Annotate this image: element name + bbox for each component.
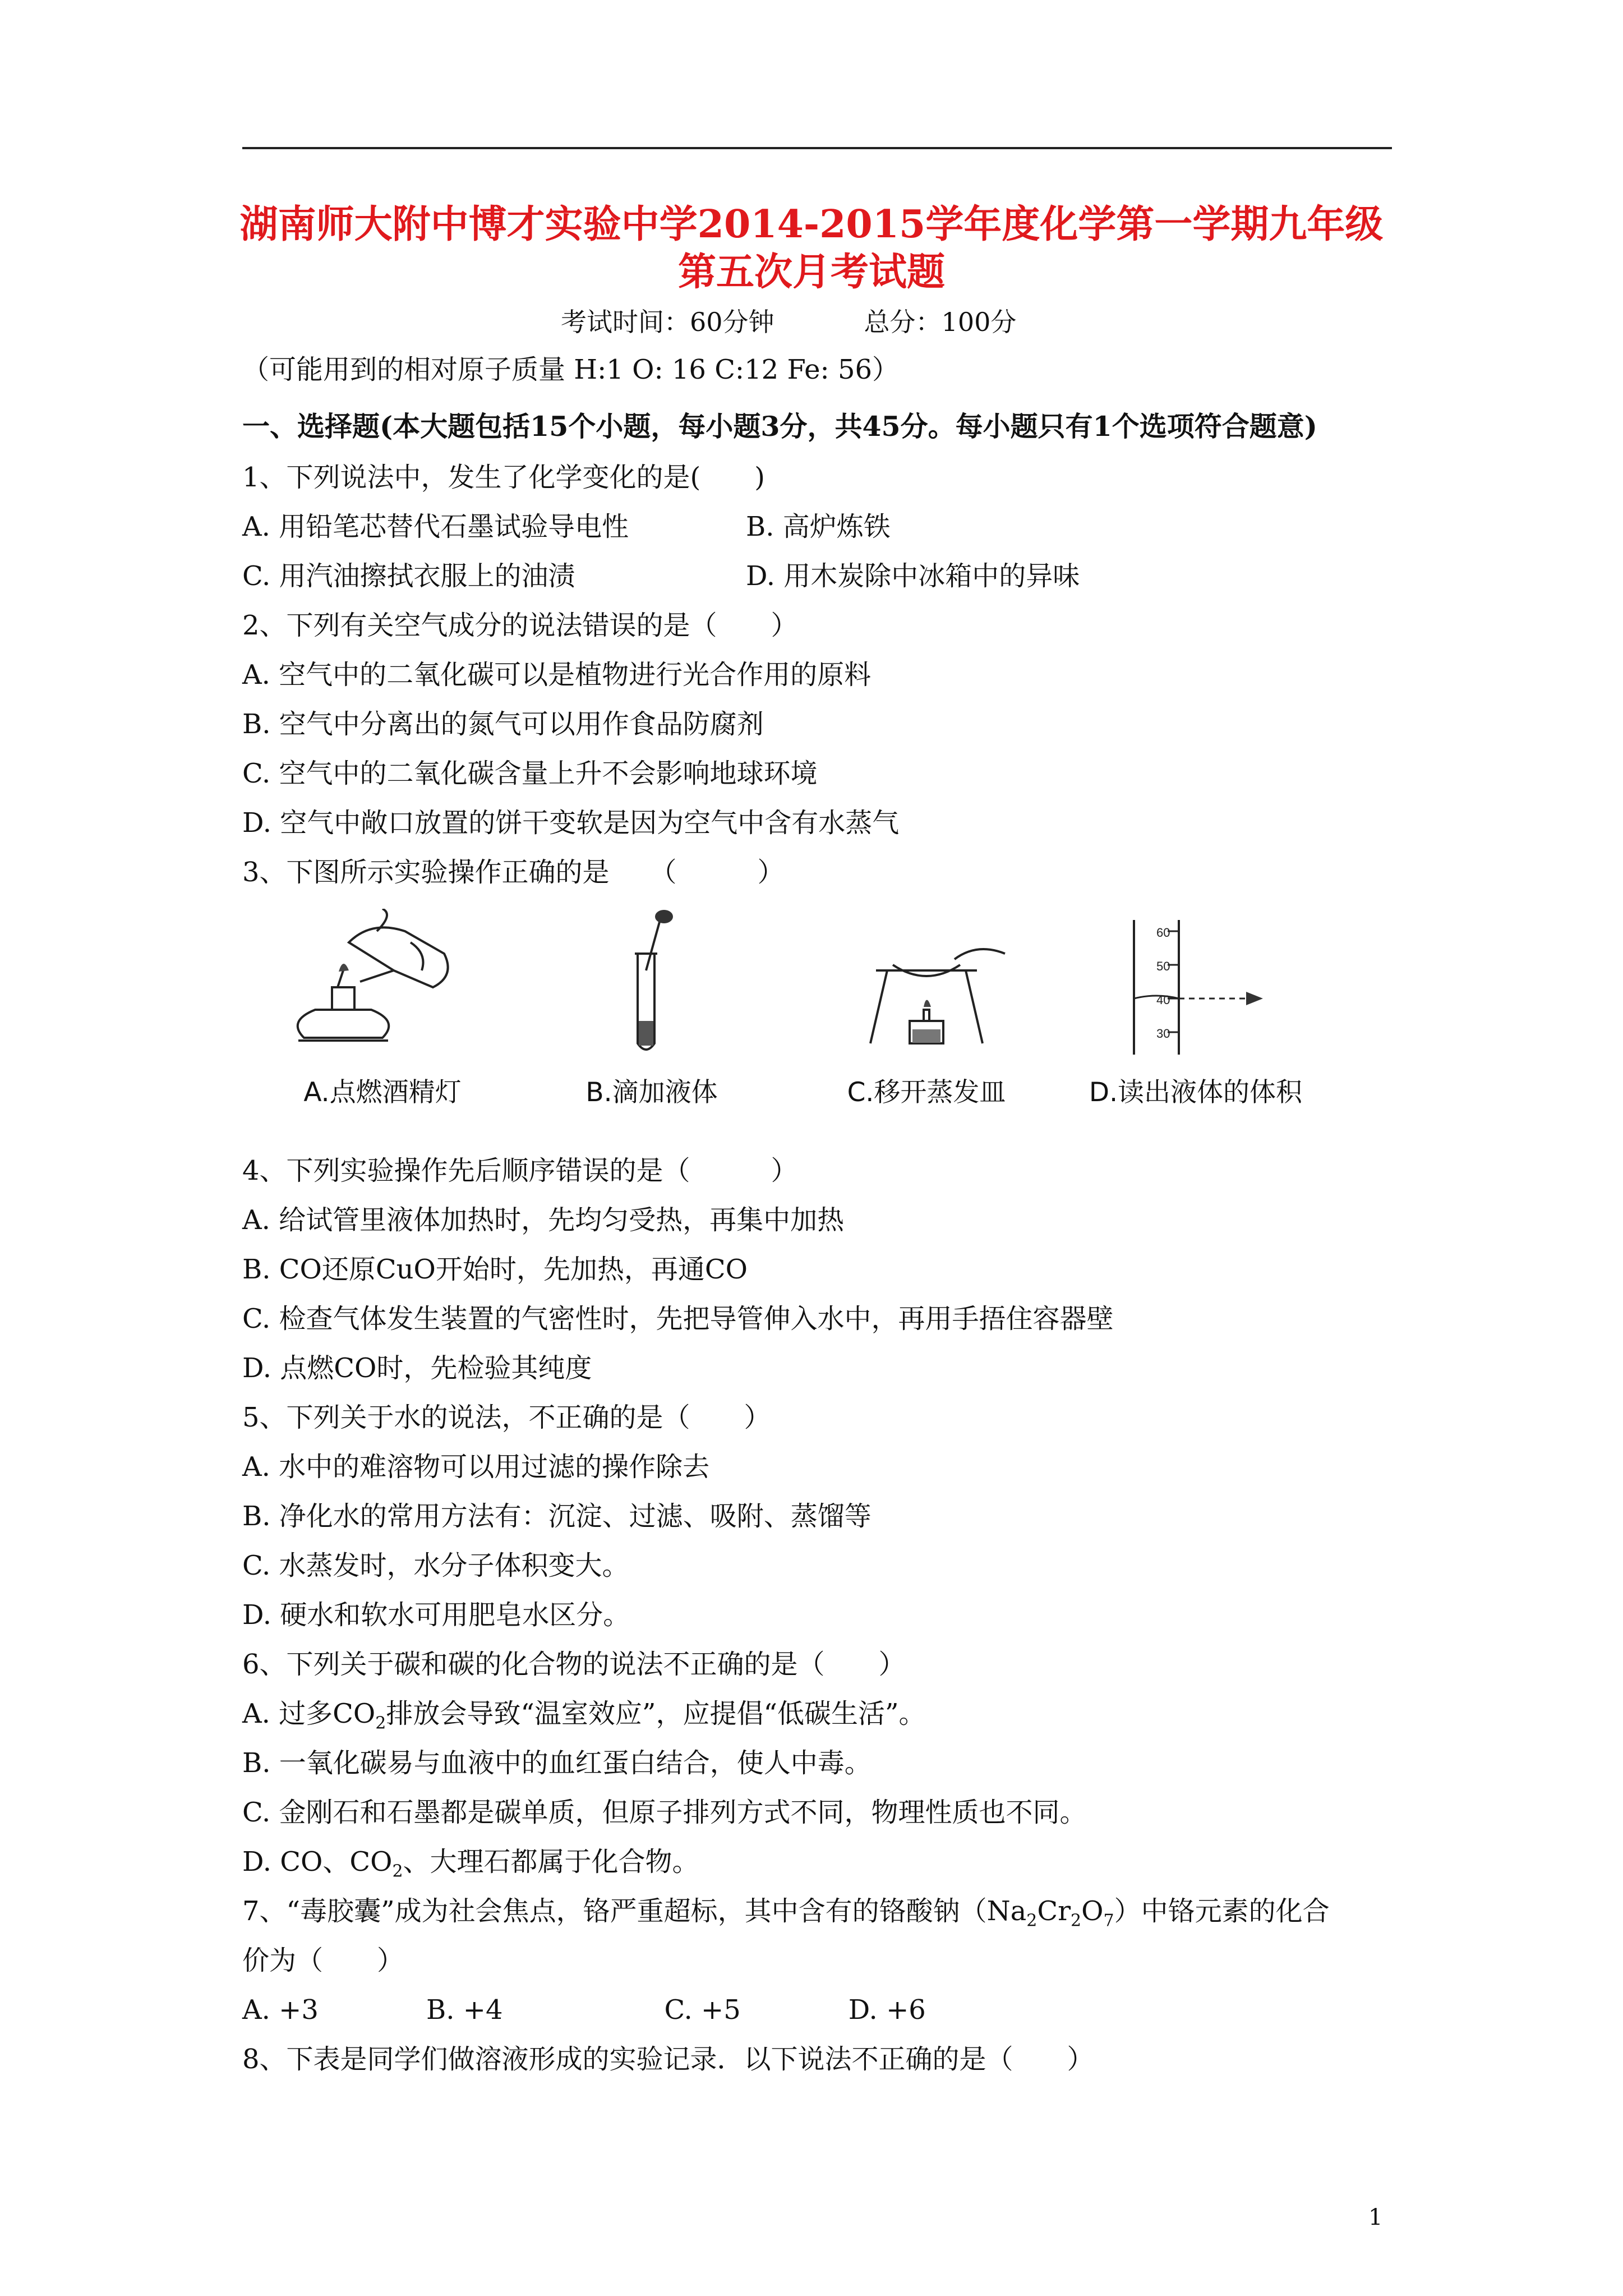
q7-stem	[242, 1889, 1330, 1931]
q1-option-c: C. 用汽油擦拭衣服上的油渍	[242, 560, 575, 592]
atomic-masses: （可能用到的相对原子质量 H:1 O: 16 C:12 Fe: 56）	[242, 354, 900, 385]
q4-option-a: A. 给试管里液体加热时，先均匀受热，再集中加热	[242, 1204, 845, 1236]
q2-option-c: C. 空气中的二氧化碳含量上升不会影响地球环境	[242, 758, 818, 789]
caption-a: A.点燃酒精灯	[303, 1077, 462, 1108]
exam-meta	[561, 302, 1016, 339]
q7-sub3: 7	[1103, 1911, 1114, 1931]
q6-d-pre: D. CO、CO	[242, 1846, 393, 1878]
q7-post: ）中铬元素的化合	[1114, 1895, 1330, 1927]
tick-label-50: 50	[1156, 959, 1170, 973]
q5-option-b: B. 净化水的常用方法有：沉淀、过滤、吸附、蒸馏等	[242, 1501, 872, 1532]
q5-stem: 5、下列关于水的说法，不正确的是（ ）	[242, 1402, 771, 1433]
q6-stem: 6、下列关于碳和碳的化合物的说法不正确的是（ ）	[242, 1649, 906, 1680]
q6-option-a	[242, 1692, 926, 1733]
alcohol-lamp-icon	[265, 909, 500, 1071]
q6-option-b: B. 一氧化碳易与血液中的血红蛋白结合，使人中毒。	[242, 1747, 872, 1779]
q1-option-a: A. 用铅笔芯替代石墨试验导电性	[242, 511, 629, 542]
q4-option-d: D. 点燃CO时，先检验其纯度	[242, 1352, 592, 1384]
q7-stem-line2: 价为（ ）	[242, 1945, 404, 1976]
graduated-cylinder-icon	[1078, 909, 1313, 1071]
fig-a-alcohol-lamp	[265, 909, 500, 1122]
tick-label-30: 30	[1156, 1027, 1170, 1041]
q1-option-d: D. 用木炭除中冰箱中的异味	[746, 560, 1080, 592]
exam-title-line2: 第五次月考试题	[677, 250, 945, 295]
q7-pre: 7、“毒胶囊”成为社会焦点，铬严重超标，其中含有的铬酸钠（Na	[242, 1895, 1027, 1927]
q2-option-a: A. 空气中的二氧化碳可以是植物进行光合作用的原料	[242, 659, 872, 691]
exam-score: 总分：100分	[864, 307, 1017, 337]
dropper-test-tube-icon	[534, 909, 769, 1071]
header-rule	[242, 147, 1392, 149]
fig-b-dropper	[534, 909, 769, 1122]
q3-stem: 3、下图所示实验操作正确的是 （ ）	[242, 857, 785, 888]
q1-option-b: B. 高炉炼铁	[746, 511, 891, 542]
q6-a-post: 排放会导致“温室效应”，应提倡“低碳生活”。	[386, 1698, 926, 1729]
tick-label-40: 40	[1156, 993, 1170, 1007]
q2-stem: 2、下列有关空气成分的说法错误的是（ ）	[242, 610, 798, 641]
q6-d-sub: 2	[392, 1861, 403, 1881]
fig-d-graduated-cylinder	[1078, 909, 1313, 1122]
q6-a-sub: 2	[375, 1713, 386, 1733]
q7-sub2: 2	[1071, 1911, 1082, 1931]
q3-figures	[242, 909, 1392, 1122]
section1-heading: 一、选择题(本大题包括15个小题，每小题3分，共45分。每小题只有1个选项符合题意)	[242, 410, 1317, 443]
q6-d-post: 、大理石都属于化合物。	[403, 1846, 699, 1878]
caption-c: C.移开蒸发皿	[847, 1077, 1006, 1108]
q7-options: A. +3 B. +4 C. +5 D. +6	[242, 1994, 926, 2026]
q6-option-d	[242, 1840, 699, 1881]
q6-option-c: C. 金刚石和石墨都是碳单质，但原子排列方式不同，物理性质也不同。	[242, 1797, 1087, 1828]
q4-option-b: B. CO还原CuO开始时，先加热，再通CO	[242, 1254, 748, 1285]
q5-option-c: C. 水蒸发时，水分子体积变大。	[242, 1550, 629, 1581]
q2-option-d: D. 空气中敞口放置的饼干变软是因为空气中含有水蒸气	[242, 807, 900, 839]
exam-time: 考试时间：60分钟	[561, 307, 774, 337]
q7-mid1: Cr	[1037, 1895, 1071, 1927]
q4-stem: 4、下列实验操作先后顺序错误的是（ ）	[242, 1155, 798, 1186]
exam-title-line1: 湖南师大附中博才实验中学2014-2015学年度化学第一学期九年级	[239, 202, 1384, 247]
q1-stem: 1、下列说法中，发生了化学变化的是( )	[242, 462, 765, 493]
q6-a-pre: A. 过多CO	[242, 1698, 376, 1729]
evaporating-dish-icon	[809, 909, 1044, 1071]
fig-c-evaporating-dish	[809, 909, 1044, 1122]
q5-option-a: A. 水中的难溶物可以用过滤的操作除去	[242, 1451, 710, 1483]
q1-options-row1	[242, 505, 629, 544]
q2-option-b: B. 空气中分离出的氮气可以用作食品防腐剂	[242, 708, 764, 740]
q8-stem: 8、下表是同学们做溶液形成的实验记录．以下说法不正确的是（ ）	[242, 2044, 1094, 2075]
tick-label-60: 60	[1156, 926, 1170, 940]
q4-option-c: C. 检查气体发生装置的气密性时，先把导管伸入水中，再用手捂住容器壁	[242, 1303, 1114, 1335]
caption-d: D.读出液体的体积	[1089, 1077, 1303, 1108]
q5-option-d: D. 硬水和软水可用肥皂水区分。	[242, 1599, 630, 1631]
caption-b: B.滴加液体	[585, 1077, 718, 1108]
q7-sub1: 2	[1026, 1911, 1038, 1931]
page-number: 1	[1368, 2205, 1383, 2230]
q7-mid2: O	[1081, 1895, 1104, 1927]
